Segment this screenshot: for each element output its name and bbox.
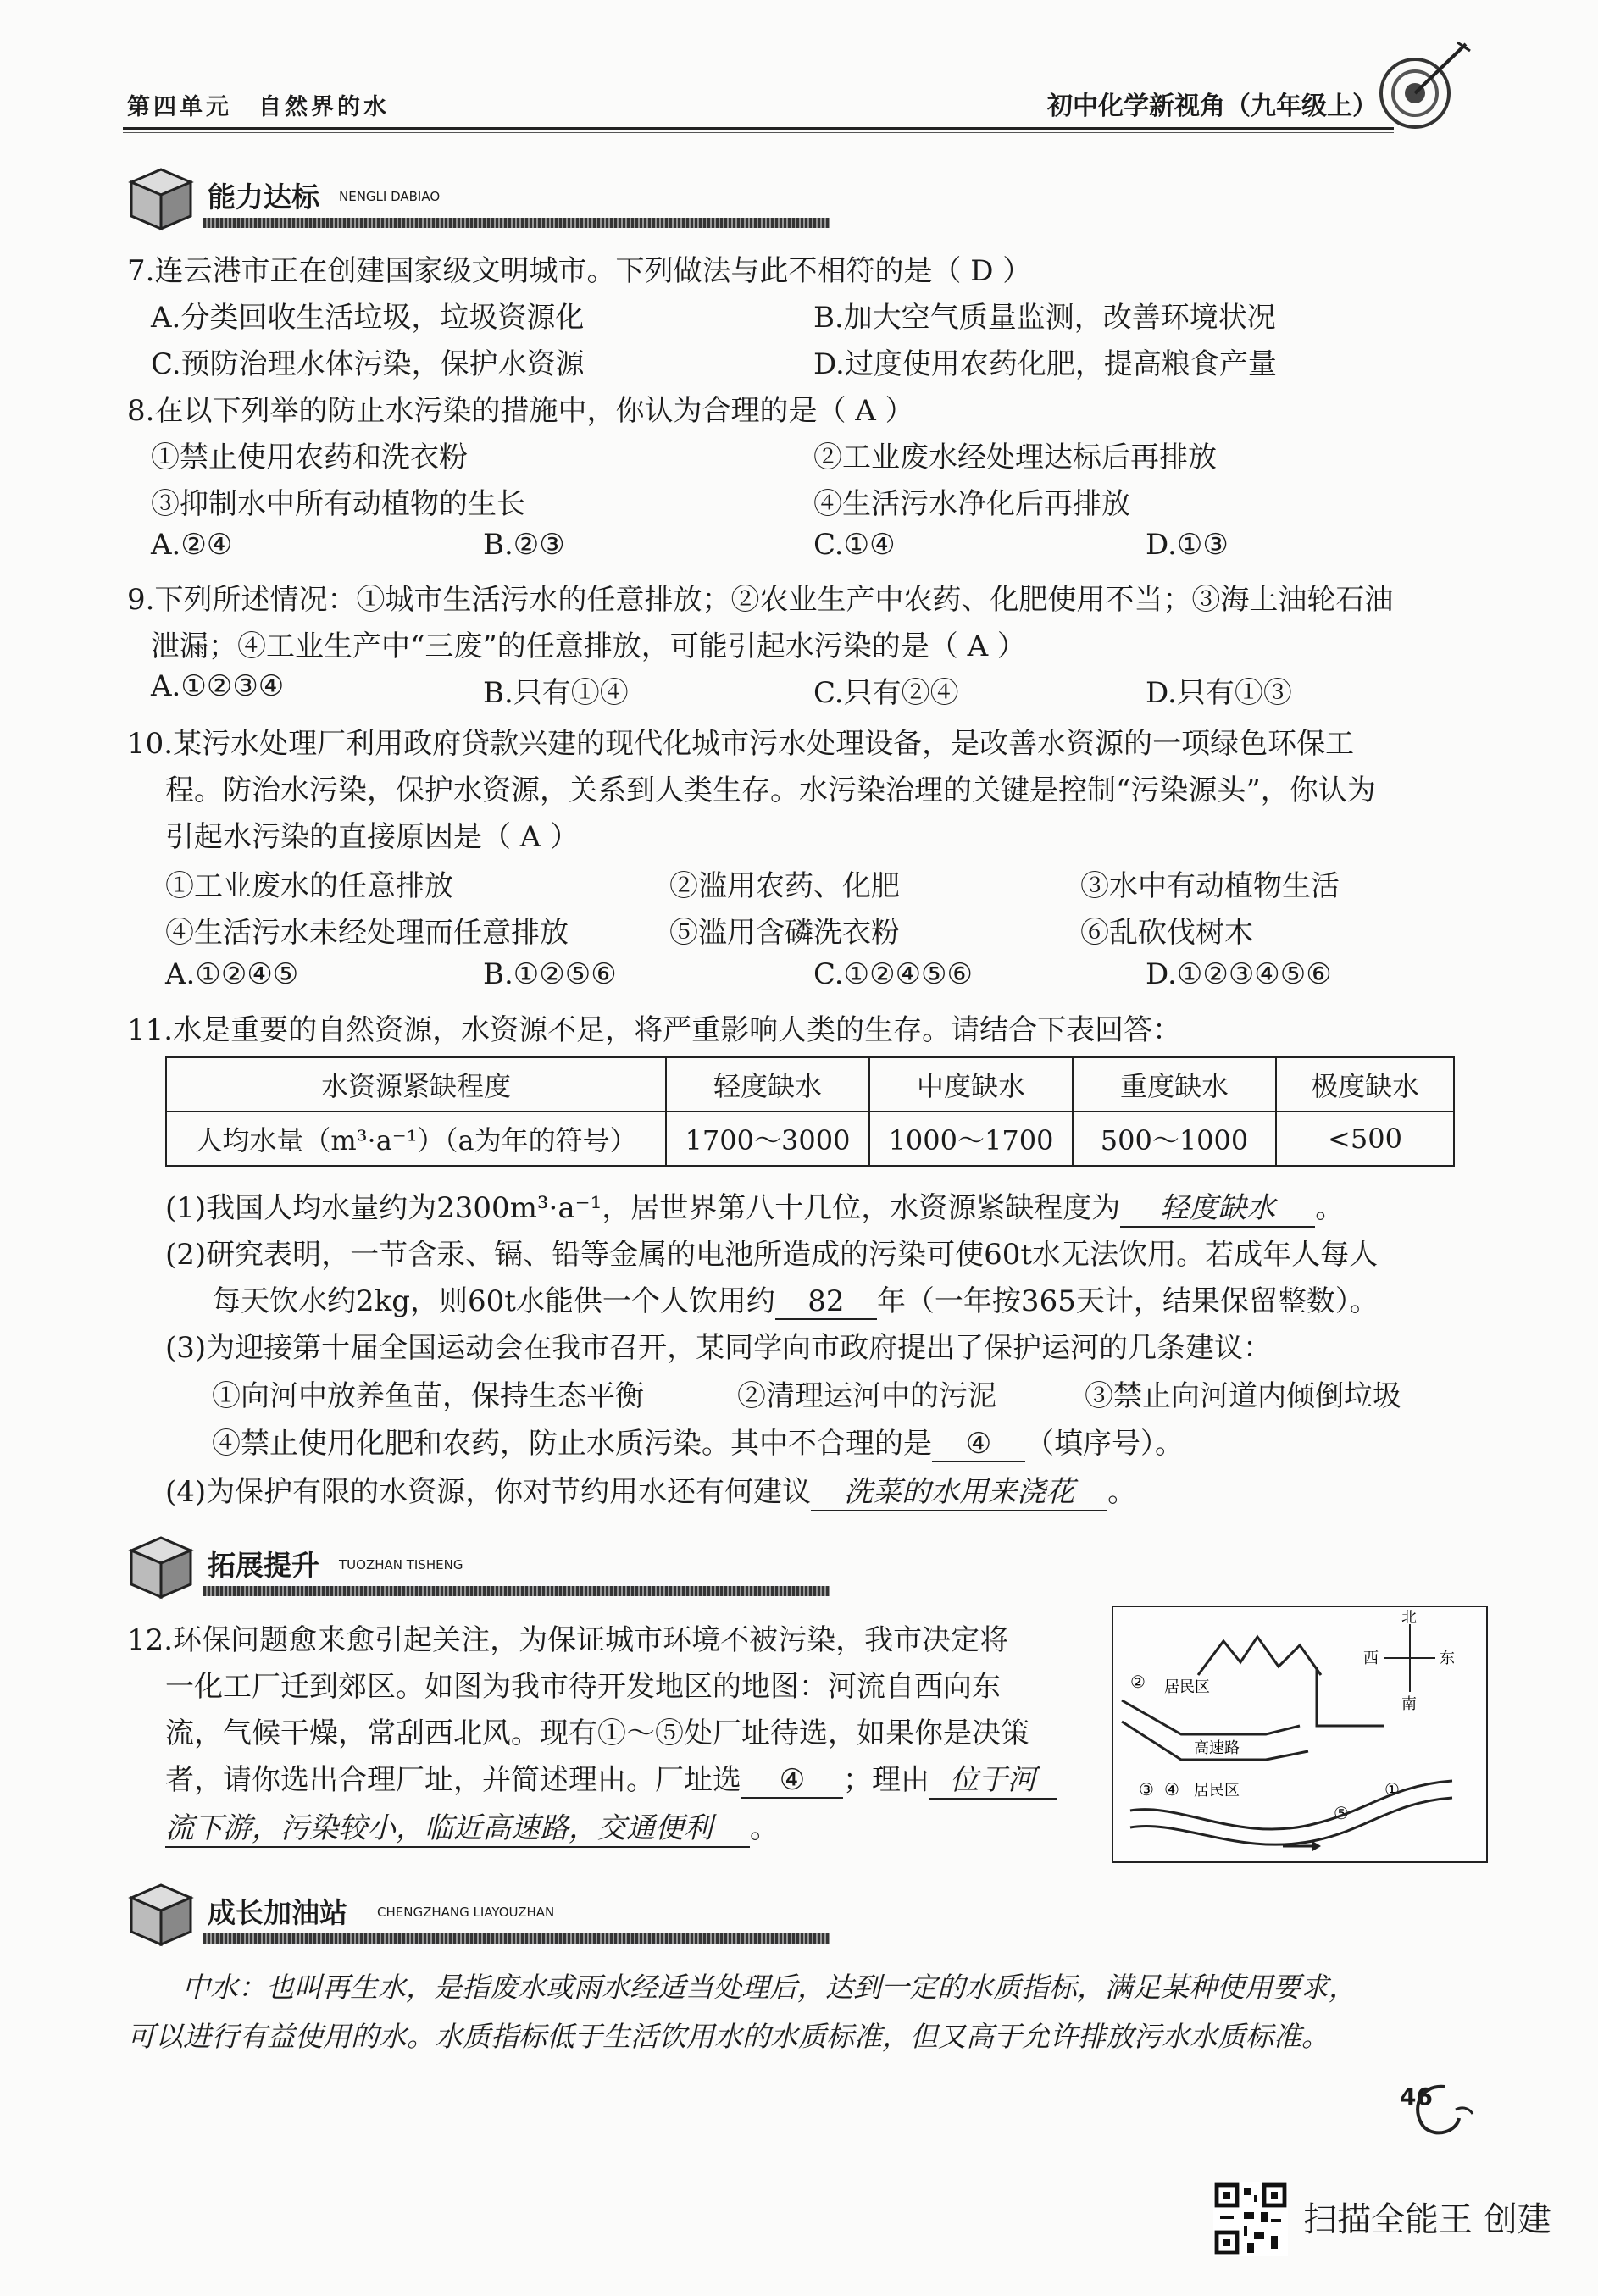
page-swirl-icon [1407, 2080, 1474, 2139]
q12-site-answer: ④ [741, 1763, 843, 1799]
q9-option-a: A.①②③④ [151, 669, 285, 703]
section-pinyin: TUOZHAN TISHENG [339, 1557, 463, 1572]
q11-part-3-item-2: ②清理运河中的污泥 [737, 1379, 996, 1413]
page-number: 46 [1400, 2082, 1433, 2110]
section-bar [203, 1586, 830, 1596]
q7-option-c: C.预防治理水体污染，保护水资源 [151, 347, 585, 381]
map-block [1317, 1667, 1384, 1726]
q10-option-c: C.①②④⑤⑥ [813, 957, 974, 991]
q12-reason-a: 位于河 [929, 1756, 1057, 1800]
q11-part-1-end: 。 [1315, 1191, 1345, 1225]
header-divider-thin [123, 132, 1394, 133]
q11-answer-4: 洗菜的水用来浇花 [811, 1468, 1107, 1511]
q11-answer-1: 轻度缺水 [1120, 1184, 1315, 1228]
q10-item-6: ⑥乱砍伐树木 [1080, 916, 1253, 950]
q8-item-1: ①禁止使用农药和洗衣粉 [151, 441, 468, 474]
river-lower [1130, 1798, 1452, 1844]
map-drawing [1113, 1607, 1486, 1861]
site-5-label: ⑤ [1334, 1803, 1349, 1823]
table-cell: 1700～3000 [666, 1112, 869, 1166]
q12-line-4-pre: 者，请你选出合理厂址，并简述理由。厂址选 [165, 1763, 741, 1797]
q11-part-2-line-1: (2)研究表明，一节含汞、镉、铅等金属的电池所造成的污染可使60t水无法饮用。若成年人每人 [165, 1238, 1379, 1272]
table-header-cell: 极度缺水 [1276, 1057, 1454, 1112]
q10-item-3: ③水中有动植物生活 [1080, 869, 1340, 903]
table-header-cell: 重度缺水 [1073, 1057, 1276, 1112]
section-ability [123, 157, 767, 250]
reclaimed-water-para-2: 可以进行有益使用的水。水质指标低于生活饮用水的水质标准，但又高于允许排放污水水质标准。 [127, 2020, 1329, 2053]
q10-item-2: ②滥用农药、化肥 [669, 869, 900, 903]
site-1-label: ① [1384, 1779, 1400, 1800]
q12-line-4-mid: ；理由 [843, 1763, 929, 1797]
q10-item-5: ⑤滥用含磷洗衣粉 [669, 916, 900, 950]
q8-item-4: ④生活污水净化后再排放 [813, 487, 1130, 521]
highway-top [1122, 1700, 1300, 1734]
target-icon [1373, 34, 1474, 136]
site-3-label: ③ [1139, 1779, 1154, 1800]
q9-option-b: B.只有①④ [483, 676, 629, 710]
section-pinyin: NENGLI DABIAO [339, 189, 441, 204]
q11-part-1 [165, 1184, 1344, 1228]
section-extension [123, 1525, 767, 1618]
table-header-cell: 中度缺水 [869, 1057, 1073, 1112]
q11-part-4-end: 。 [1107, 1475, 1137, 1509]
q10-item-1: ①工业废水的任意排放 [165, 869, 453, 903]
compass-east: 东 [1440, 1650, 1455, 1667]
q11-part-3-item-1: ①向河中放养鱼苗，保持生态平衡 [212, 1379, 644, 1413]
header-divider [123, 127, 1394, 130]
q8-item-3: ③抑制水中所有动植物的生长 [151, 487, 525, 521]
table-header-cell: 水资源紧缺程度 [166, 1057, 666, 1112]
q12-reason-b: 流下游，污染较小，临近高速路，交通便利 [165, 1805, 750, 1848]
q11-part-3-pre: ④禁止使用化肥和农药，防止水质污染。其中不合理的是 [212, 1427, 932, 1461]
residential-2-label: 居民区 [1194, 1782, 1240, 1800]
scanner-watermark: 扫描全能王 创建 [1303, 2200, 1551, 2239]
q9-line-1: 9.下列所述情况：①城市生活污水的任意排放；②农业生产中农药、化肥使用不当；③海上油轮石油 [127, 583, 1394, 617]
q8-option-c: C.①④ [813, 528, 896, 562]
table-header-cell: 轻度缺水 [666, 1057, 869, 1112]
q8-stem: 8.在以下列举的防止水污染的措施中，你认为合理的是（ A ） [127, 394, 914, 428]
water-resource-table [165, 1056, 1455, 1167]
section-title: 拓展提升 [208, 1549, 319, 1582]
reclaimed-water-para-1: 中水：也叫再生水，是指废水或雨水经适当处理后，达到一定的水质指标，满足某种使用要求， [182, 1971, 1357, 2004]
q11-part-3-post: （填序号）。 [1025, 1427, 1184, 1461]
section-bar [203, 218, 830, 228]
q8-option-d: D.①③ [1146, 528, 1229, 562]
q11-stem: 11.水是重要的自然资源，水资源不足，将严重影响人类的生存。请结合下表回答： [127, 1013, 1182, 1047]
q10-option-d: D.①②③④⑤⑥ [1146, 957, 1332, 991]
q7-option-b: B.加大空气质量监测，改善环境状况 [813, 301, 1276, 335]
highway-label: 高速路 [1194, 1739, 1240, 1757]
q12-line-5 [165, 1805, 779, 1848]
q12-line-5-end: 。 [750, 1811, 779, 1845]
compass-north: 北 [1401, 1609, 1417, 1627]
q10-option-a: A.①②④⑤ [165, 957, 299, 991]
q10-line-1: 10.某污水处理厂利用政府贷款兴建的现代化城市污水处理设备，是改善水资源的一项绿色环保工 [127, 727, 1355, 761]
q10-line-2: 程。防治水污染，保护水资源，关系到人类生存。水污染治理的关键是控制“污染源头”，你认为 [165, 774, 1376, 807]
q7-option-d: D.过度使用农药化肥，提高粮食产量 [813, 347, 1277, 381]
residential-1-label: 居民区 [1164, 1678, 1210, 1696]
compass-south: 南 [1401, 1695, 1417, 1713]
q11-part-4 [165, 1468, 1136, 1511]
unit-title: 第四单元 自然界的水 [127, 94, 390, 120]
compass-west: 西 [1363, 1650, 1379, 1667]
site-2-label: ② [1130, 1672, 1146, 1692]
mountain-shape [1198, 1637, 1321, 1675]
table-cell: 1000～1700 [869, 1112, 1073, 1166]
q10-item-4: ④生活污水未经处理而任意排放 [165, 916, 569, 950]
cube-icon [123, 1872, 199, 1949]
section-title: 能力达标 [208, 180, 319, 214]
q12-line-3: 流，气候干燥，常刮西北风。现有①～⑤处厂址待选，如果你是决策 [165, 1716, 1029, 1750]
q11-part-3-item-3: ③禁止向河道内倾倒垃圾 [1085, 1379, 1401, 1413]
site-4-label: ④ [1164, 1779, 1179, 1800]
q11-part-2-pre: 每天饮水约2kg，则60t水能供一个人饮用约 [212, 1284, 775, 1318]
table-row [166, 1112, 1454, 1166]
section-title: 成长加油站 [208, 1896, 347, 1929]
q7-option-a: A.分类回收生活垃圾，垃圾资源化 [151, 301, 585, 335]
table-cell: <500 [1276, 1112, 1454, 1166]
q10-line-3: 引起水污染的直接原因是（ A ） [165, 820, 580, 854]
qr-code-icon [1213, 2182, 1288, 2256]
q9-line-2: 泄漏；④工业生产中“三废”的任意排放，可能引起水污染的是（ A ） [151, 629, 1026, 663]
section-bar [203, 1933, 830, 1944]
q11-part-3-line-1: (3)为迎接第十届全国运动会在我市召开，某同学向市政府提出了保护运河的几条建议： [165, 1331, 1273, 1365]
q7-stem: 7.连云港市正在创建国家级文明城市。下列做法与此不相符的是（ D ） [127, 254, 1032, 288]
section-pinyin: CHENGZHANG LIAYOUZHAN [377, 1905, 555, 1920]
q10-option-b: B.①②⑤⑥ [483, 957, 617, 991]
table-cell: 人均水量（m³·a⁻¹）（a为年的符号） [166, 1112, 666, 1166]
q11-part-1-text: (1)我国人均水量约为2300m³·a⁻¹，居世界第八十几位，水资源紧缺程度为 [165, 1191, 1121, 1225]
book-title: 初中化学新视角（九年级上） [1047, 92, 1378, 121]
q11-answer-2: 82 [775, 1284, 877, 1320]
q9-option-c: C.只有②④ [813, 676, 959, 710]
q8-option-a: A.②④ [151, 528, 233, 562]
q12-line-1: 12.环保问题愈来愈引起关注，为保证城市环境不被污染，我市决定将 [127, 1623, 1009, 1657]
q12-line-2: 一化工厂迁到郊区。如图为我市待开发地区的地图：河流自西向东 [165, 1670, 1001, 1704]
q12-line-4 [165, 1756, 1057, 1800]
q11-answer-3: ④ [932, 1427, 1025, 1462]
table-header-row [166, 1057, 1454, 1112]
section-growth [123, 1872, 767, 1966]
flow-arrow-head [1312, 1841, 1321, 1851]
district-map [1112, 1606, 1488, 1863]
q11-part-4-pre: (4)为保护有限的水资源，你对节约用水还有何建议 [165, 1475, 812, 1509]
q8-item-2: ②工业废水经处理达标后再排放 [813, 441, 1217, 474]
q11-part-2-line-2 [212, 1278, 1379, 1320]
table-cell: 500～1000 [1073, 1112, 1276, 1166]
q11-part-3-line-3 [212, 1420, 1184, 1462]
q11-part-2-post: 年（一年按365天计，结果保留整数）。 [876, 1284, 1379, 1318]
cube-icon [123, 1525, 199, 1601]
q8-option-b: B.②③ [483, 528, 565, 562]
q9-option-d: D.只有①③ [1146, 676, 1292, 710]
cube-icon [123, 157, 199, 233]
